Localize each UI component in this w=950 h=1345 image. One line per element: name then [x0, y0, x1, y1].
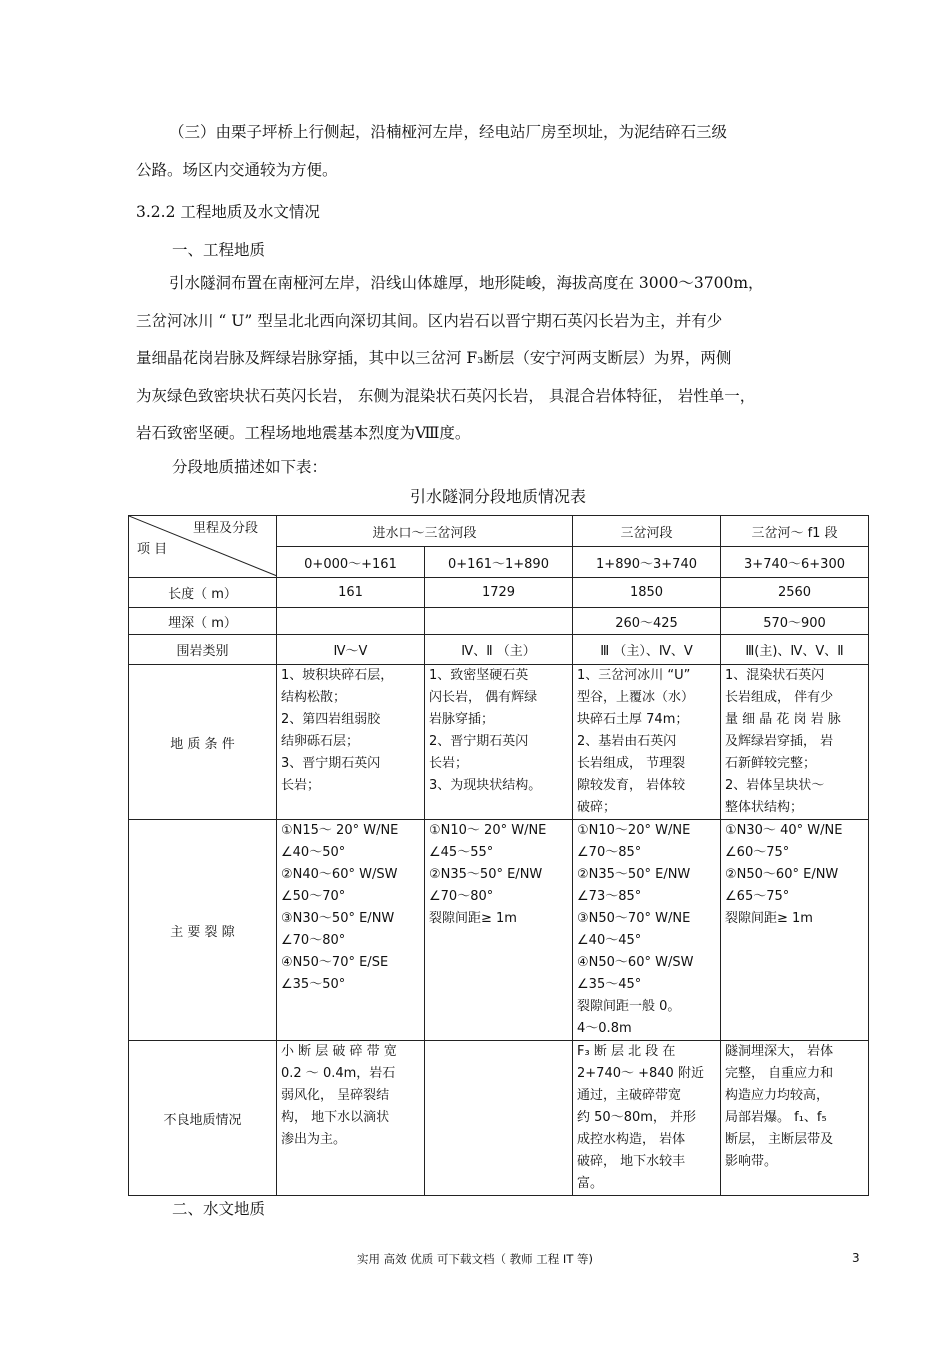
row-depth — [129, 608, 869, 635]
corner-label-bottom: 项 目 — [137, 542, 168, 557]
row-label: 埋深（ m） — [129, 608, 277, 635]
cell-line: 量 细 晶 花 岗 岩 脉 — [725, 712, 841, 727]
cell-line: 破碎， 地下水较丰 — [577, 1154, 686, 1169]
cell-line: 隙较发育， 岩体较 — [577, 778, 686, 793]
cell-line: 型谷，上覆冰（水） — [577, 690, 695, 705]
subheading-engineering-geology: 一、工程地质 — [172, 241, 266, 259]
cell-line: 岩脉穿插； — [429, 712, 495, 727]
cell-line: 2、基岩由石英闪 — [577, 734, 677, 749]
page-footer: 实用 高效 优质 可下载文档（ 教师 工程 IT 等) — [357, 1252, 593, 1266]
cell-line: 3、为现块状结构。 — [429, 778, 542, 793]
cell-line: 2+740～ +840 附近 — [577, 1066, 704, 1081]
table-caption: 引水隧洞分段地质情况表 — [409, 487, 586, 506]
cell-line: 块碎石土厚 74m； — [577, 712, 689, 727]
cell-line: ③N30～50° E/NW — [281, 911, 395, 926]
cell-line: 长岩； — [429, 756, 469, 771]
row-label: 围岩类别 — [129, 635, 277, 665]
cell: 1850 — [573, 578, 721, 608]
cell-line: 渗出为主。 — [281, 1132, 347, 1147]
segment-range-4: 3+740～6+300 — [721, 547, 869, 578]
geo-cell — [277, 665, 425, 820]
route-line-1: （三）由栗子坪桥上行侧起，沿楠桠河左岸，经电站厂房至坝址，为泥结碎石三级 — [169, 123, 728, 141]
cell-line: ∠40～50° — [281, 845, 346, 860]
cell-line: 成控水构造， 岩体 — [577, 1132, 686, 1147]
route-paragraph — [136, 114, 860, 189]
cell-line: 构， 地下水以滴状 — [281, 1110, 390, 1125]
cell: Ⅲ(主)、Ⅳ、Ⅴ、Ⅱ — [721, 635, 869, 665]
cell-line: 通过，主破碎带宽 — [577, 1088, 682, 1103]
cell-line: 1、三岔河冰川 “U” — [577, 668, 691, 683]
group-header-sancha: 三岔河段 — [573, 516, 721, 547]
adverse-cell — [721, 1041, 869, 1196]
cell-line: ∠73～85° — [577, 889, 642, 904]
cell-line: ∠70～80° — [429, 889, 494, 904]
row-label: 地 质 条 件 — [129, 665, 277, 820]
section-heading: 3.2.2 工程地质及水文情况 — [136, 203, 320, 221]
cell-line: ∠45～55° — [429, 845, 494, 860]
cell-line: 裂隙间距≥ 1m — [429, 911, 517, 926]
geology-paragraph — [136, 265, 860, 453]
cell-line: ∠60～75° — [725, 845, 790, 860]
cell-line: 破碎； — [577, 800, 617, 815]
cell-line: 完整， 自重应力和 — [725, 1066, 834, 1081]
cell-line: 富。 — [577, 1176, 604, 1191]
cell-line: 1、致密坚硬石英 — [429, 668, 529, 683]
cell-line: ①N10～20° W/NE — [577, 823, 691, 838]
cell-line: 结卵砾石层； — [281, 734, 360, 749]
cell-line: 1、混染状石英闪 — [725, 668, 825, 683]
cell-line: 约 50～80m， 并形 — [577, 1110, 697, 1125]
cell-line: ∠70～85° — [577, 845, 642, 860]
table-intro: 分段地质描述如下表： — [172, 458, 328, 476]
cell: 161 — [277, 578, 425, 608]
adverse-cell — [573, 1041, 721, 1196]
joint-cell — [573, 820, 721, 1041]
row-rock-class — [129, 635, 869, 665]
cell-line: 断层， 主断层带及 — [725, 1132, 834, 1147]
cell-line: 长岩组成， 节理裂 — [577, 756, 686, 771]
group-header-sancha-f1: 三岔河～ f1 段 — [721, 516, 869, 547]
geology-table — [128, 515, 869, 1196]
cell-line: 3、晋宁期石英闪 — [281, 756, 381, 771]
cell-line: 石新鲜较完整； — [725, 756, 817, 771]
cell-line: ∠65～75° — [725, 889, 790, 904]
cell-line: ∠40～45° — [577, 933, 642, 948]
cell-line: ④N50～70° E/SE — [281, 955, 389, 970]
cell-line: ∠70～80° — [281, 933, 346, 948]
page-number: 3 — [852, 1251, 860, 1265]
cell-line: 裂隙间距一般 0。 — [577, 999, 681, 1014]
cell-line: 弱风化， 呈碎裂结 — [281, 1088, 390, 1103]
segment-range-1: 0+000～+161 — [277, 547, 425, 578]
cell-line: 影响带。 — [725, 1154, 778, 1169]
row-geo-conditions — [129, 665, 869, 820]
joint-cell — [277, 820, 425, 1041]
joint-cell — [721, 820, 869, 1041]
cell-line: ①N10～ 20° W/NE — [429, 823, 547, 838]
cell-line: 2、第四岩组弱胶 — [281, 712, 381, 727]
table-corner-cell — [129, 516, 277, 578]
row-adverse — [129, 1041, 869, 1196]
cell-line: 2、晋宁期石英闪 — [429, 734, 529, 749]
cell-line: ①N15～ 20° W/NE — [281, 823, 399, 838]
cell-line: ①N30～ 40° W/NE — [725, 823, 843, 838]
geo-cell — [721, 665, 869, 820]
cell: 1729 — [425, 578, 573, 608]
geo-cell — [573, 665, 721, 820]
cell-line: 局部岩爆。 f₁、f₅ — [725, 1110, 827, 1125]
cell-line: 1、坡积块碎石层， — [281, 668, 394, 683]
cell-line: 长岩； — [281, 778, 321, 793]
cell-line: ∠35～50° — [281, 977, 346, 992]
cell: 570～900 — [721, 608, 869, 635]
cell-line: 整体状结构； — [725, 800, 804, 815]
row-length — [129, 578, 869, 608]
cell-line: 2、岩体呈块状～ — [725, 778, 825, 793]
joint-cell — [425, 820, 573, 1041]
cell-line: 构造应力均较高， — [725, 1088, 830, 1103]
adverse-cell — [425, 1041, 573, 1196]
cell-line: 裂隙间距≥ 1m — [725, 911, 813, 926]
row-label: 不良地质情况 — [129, 1041, 277, 1196]
cell-line: 隧洞埋深大， 岩体 — [725, 1044, 834, 1059]
geology-line-1: 引水隧洞布置在南桠河左岸，沿线山体雄厚，地形陡峻，海拔高度在 3000～3700m， — [169, 274, 764, 292]
cell-line: 4～0.8m — [577, 1021, 632, 1036]
segment-range-3: 1+890～3+740 — [573, 547, 721, 578]
adverse-cell — [277, 1041, 425, 1196]
cell-line: 闪长岩， 偶有辉绿 — [429, 690, 538, 705]
geology-line-2: 三岔河冰川 “ U” 型呈北北西向深切其间。区内岩石以晋宁期石英闪长岩为主，并有少 — [136, 311, 723, 330]
cell — [277, 608, 425, 635]
cell-line: 0.2 ～ 0.4m，岩石 — [281, 1066, 396, 1081]
cell-line: ②N35～50° E/NW — [429, 867, 543, 882]
cell: Ⅲ （主）、Ⅳ、Ⅴ — [573, 635, 721, 665]
row-label: 主 要 裂 隙 — [129, 820, 277, 1041]
cell-line: ④N50～60° W/SW — [577, 955, 694, 970]
row-joints — [129, 820, 869, 1041]
cell-line: 小 断 层 破 碎 带 宽 — [281, 1044, 397, 1059]
subheading-hydrogeology: 二、水文地质 — [172, 1200, 266, 1218]
cell-line: ∠35～45° — [577, 977, 642, 992]
cell: 260～425 — [573, 608, 721, 635]
cell-line: ②N50～60° E/NW — [725, 867, 839, 882]
geology-line-4: 为灰绿色致密块状石英闪长岩， 东侧为混染状石英闪长岩， 具混合岩体特征， 岩性单一， — [136, 386, 756, 405]
group-header-intake: 进水口～三岔河段 — [277, 516, 573, 547]
cell-line: 及辉绿岩穿插， 岩 — [725, 734, 834, 749]
cell: 2560 — [721, 578, 869, 608]
cell-line: F₃ 断 层 北 段 在 — [577, 1044, 676, 1059]
cell-line: ∠50～70° — [281, 889, 346, 904]
route-line-2: 公路。场区内交通较为方便。 — [136, 160, 338, 179]
cell-line: ②N40～60° W/SW — [281, 867, 398, 882]
cell-line: 长岩组成， 伴有少 — [725, 690, 834, 705]
cell: Ⅳ、Ⅱ （主） — [425, 635, 573, 665]
geo-cell — [425, 665, 573, 820]
segment-range-2: 0+161～1+890 — [425, 547, 573, 578]
cell — [425, 608, 573, 635]
geology-line-3: 量细晶花岗岩脉及辉绿岩脉穿插，其中以三岔河 F₃断层（安宁河两支断层）为界，两侧 — [136, 349, 732, 367]
cell-line: ③N50～70° W/NE — [577, 911, 691, 926]
cell-line: ②N35～50° E/NW — [577, 867, 691, 882]
geology-line-5: 岩石致密坚硬。工程场地地震基本烈度为Ⅷ度。 — [136, 424, 471, 442]
cell-line: 结构松散； — [281, 690, 347, 705]
corner-label-top: 里程及分段 — [192, 521, 258, 536]
row-label: 长度（ m） — [129, 578, 277, 608]
cell: Ⅳ～Ⅴ — [277, 635, 425, 665]
